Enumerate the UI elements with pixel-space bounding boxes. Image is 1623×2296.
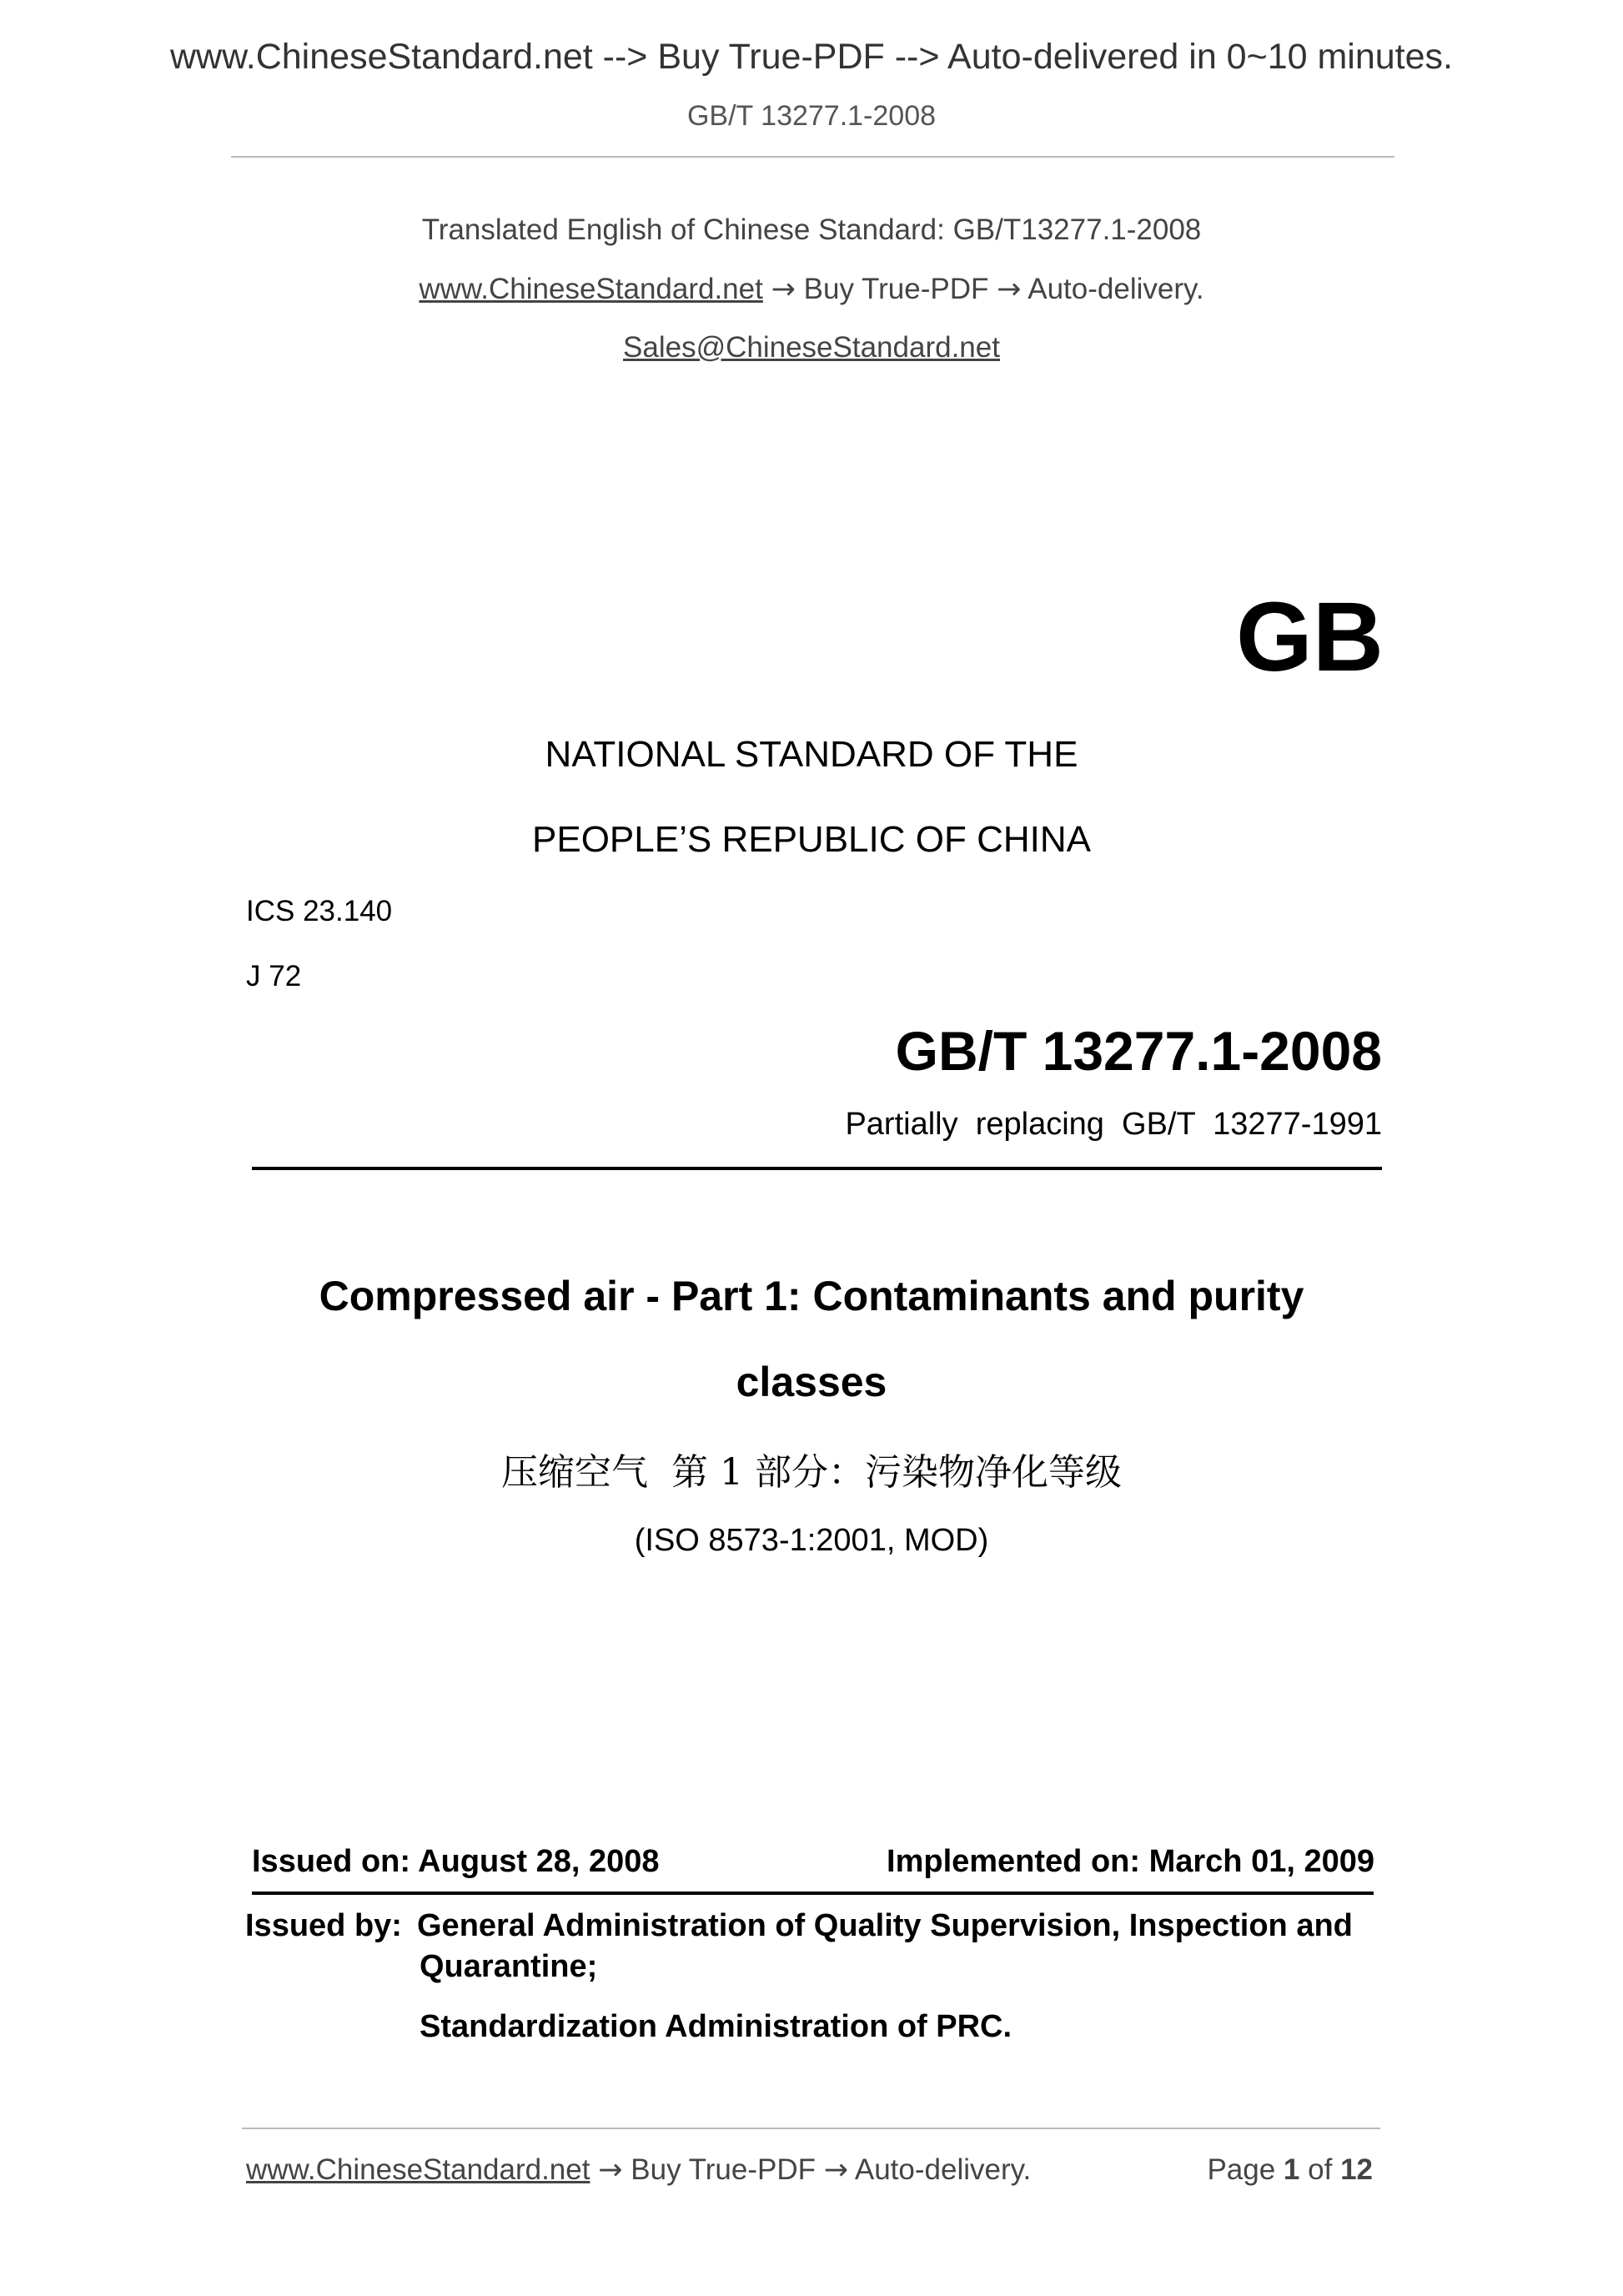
issued-by-label: Issued by: <box>245 1908 402 1943</box>
arrow-icon: → <box>771 273 796 306</box>
implemented-on: Implemented on: March 01, 2009 <box>887 1844 1374 1879</box>
site-link[interactable]: www.ChineseStandard.net <box>419 273 763 305</box>
email-link[interactable]: Sales@ChineseStandard.net <box>623 331 1000 364</box>
translation-notice: Translated English of Chinese Standard: GB/T13277.1-2008 <box>421 214 1202 246</box>
issuer-1-line2: Quarantine; <box>420 1949 598 1984</box>
replacing-note: Partially replacing GB/T 13277-1991 <box>845 1107 1382 1142</box>
ics-code: ICS 23.140 <box>246 895 393 927</box>
document-title-line1: Compressed air - Part 1: Contaminants and purity <box>319 1273 1304 1319</box>
buy-text: Buy True-PDF <box>803 273 989 305</box>
issue-divider <box>252 1892 1374 1895</box>
footer-buy-line <box>246 2153 1031 2187</box>
standard-number: GB/T 13277.1-2008 <box>895 1020 1382 1082</box>
page-label: Page <box>1207 2153 1276 2186</box>
national-standard-line2: PEOPLE’S REPUBLIC OF CHINA <box>532 819 1091 860</box>
document-title-line2: classes <box>736 1359 887 1405</box>
email-line <box>0 331 1623 364</box>
page-number: 1 <box>1283 2153 1300 2186</box>
buy-line <box>0 273 1623 306</box>
arrow-icon: → <box>997 273 1022 306</box>
footer-auto-delivery-text: Auto-delivery. <box>854 2153 1032 2186</box>
cover-divider <box>252 1167 1382 1170</box>
auto-delivery-text: Auto-delivery. <box>1028 273 1204 305</box>
arrow-icon: → <box>598 2153 623 2187</box>
page-indicator <box>1207 2153 1373 2187</box>
issuer-1-line1: General Administration of Quality Supervision, Inspection and <box>417 1908 1353 1943</box>
classification-code: J 72 <box>246 960 302 992</box>
footer-divider <box>242 2128 1380 2129</box>
total-pages: 12 <box>1340 2153 1373 2186</box>
gb-mark: GB <box>1236 582 1384 692</box>
top-banner: www.ChineseStandard.net --> Buy True-PDF --> Auto-delivered in 0~10 minutes. <box>169 37 1453 77</box>
of-label: of <box>1308 2153 1333 2186</box>
issued-on: Issued on: August 28, 2008 <box>252 1844 660 1879</box>
arrow-icon: → <box>823 2153 849 2187</box>
footer-site-link[interactable]: www.ChineseStandard.net <box>246 2153 590 2186</box>
header-doc-id: GB/T 13277.1-2008 <box>686 100 937 132</box>
national-standard-line1: NATIONAL STANDARD OF THE <box>545 734 1078 775</box>
footer-buy-text: Buy True-PDF <box>631 2153 816 2186</box>
document-title-chinese: 压缩空气 第 1 部分：污染物净化等级 <box>501 1451 1122 1494</box>
iso-reference: (ISO 8573-1:2001, MOD) <box>634 1523 989 1558</box>
issuer-2: Standardization Administration of PRC. <box>420 2009 1012 2044</box>
header-divider <box>231 156 1394 158</box>
